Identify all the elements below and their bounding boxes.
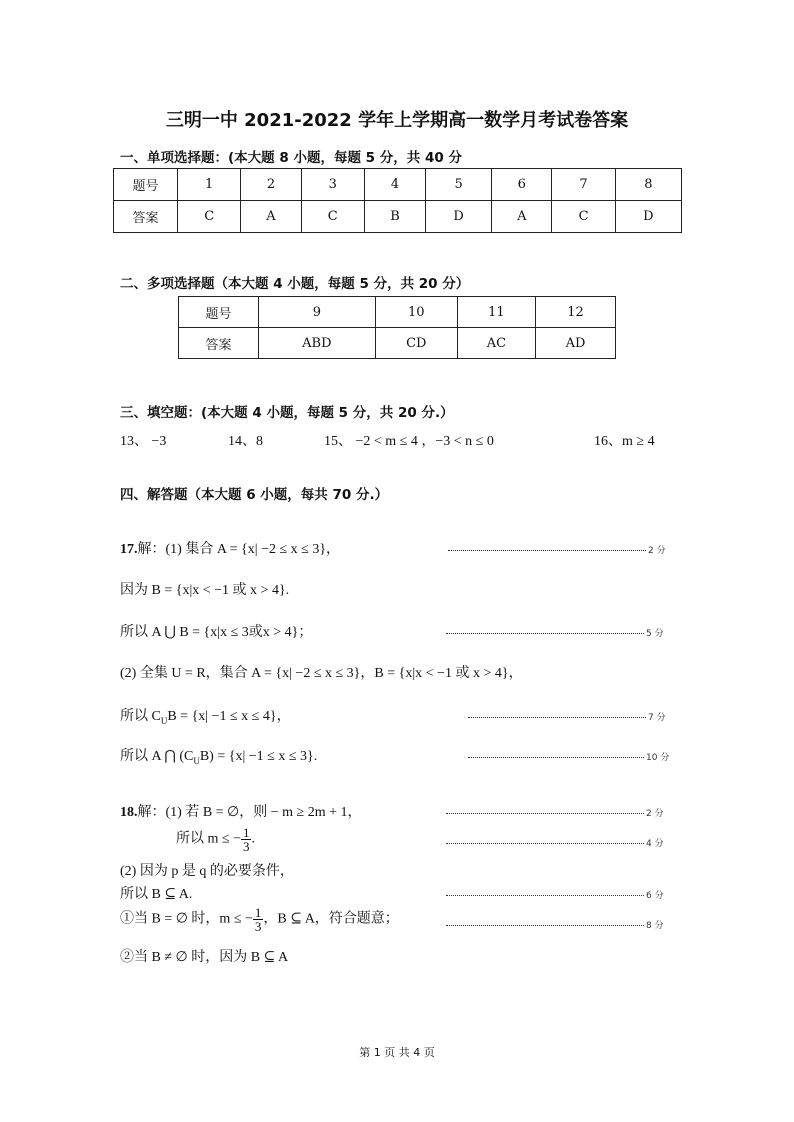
q17-line-1 bbox=[120, 538, 340, 558]
dot-leader bbox=[446, 813, 644, 814]
q18-line-5 bbox=[120, 906, 399, 933]
q17-text-6: 所以 A ⋂ (C bbox=[120, 749, 194, 764]
fill-answer-13: 13、 −3 bbox=[120, 434, 167, 449]
cell-answer: C bbox=[552, 201, 615, 233]
score-mark: 6 分 bbox=[646, 891, 664, 901]
cell-number: 9 bbox=[259, 297, 376, 328]
row-label-number: 题号 bbox=[114, 169, 178, 201]
q17-text-5: 所以 C bbox=[120, 709, 161, 724]
cell-number: 5 bbox=[426, 169, 492, 201]
dot-leader bbox=[468, 757, 644, 758]
cell-answer: C bbox=[178, 201, 241, 233]
cell-answer: B bbox=[364, 201, 425, 233]
score-mark: 8 分 bbox=[646, 921, 664, 931]
q17-line-6 bbox=[120, 745, 317, 766]
q18-line-4: 所以 B ⊆ A. bbox=[120, 887, 193, 902]
section4-heading: 四、解答题（本大题 6 小题，每共 70 分.） bbox=[120, 487, 389, 503]
cell-answer: A bbox=[492, 201, 552, 233]
cell-answer: AC bbox=[457, 328, 535, 359]
score-mark: 5 分 bbox=[646, 629, 664, 639]
cell-answer: A bbox=[241, 201, 301, 233]
complement-subscript: U bbox=[160, 715, 168, 726]
cell-number: 10 bbox=[375, 297, 457, 328]
dot-leader bbox=[468, 717, 646, 718]
q18-line-1 bbox=[120, 801, 362, 821]
cell-answer: AD bbox=[536, 328, 616, 359]
dot-leader bbox=[448, 550, 646, 551]
fraction-one-third bbox=[253, 906, 264, 933]
q18-line-3: (2) 因为 p 是 q 的必要条件， bbox=[120, 864, 294, 879]
q18-text-5-rest: ，B ⊆ A，符合题意； bbox=[263, 911, 399, 927]
cell-number: 1 bbox=[178, 169, 241, 201]
q17-line-4: (2) 全集 U = R，集合 A = {x| −2 ≤ x ≤ 3}，B = {x|x < −1 或 x > 4}， bbox=[120, 666, 523, 681]
section2-heading: 二、多项选择题（本大题 4 小题，每题 5 分，共 20 分） bbox=[120, 276, 470, 292]
cell-number: 7 bbox=[552, 169, 615, 201]
q18-text-1: 解：(1) 若 B = ∅，则 − m ≥ 2m + 1， bbox=[137, 805, 362, 820]
cell-number: 12 bbox=[536, 297, 616, 328]
score-mark: 7 分 bbox=[648, 713, 666, 723]
cell-answer: C bbox=[301, 201, 364, 233]
cell-number: 3 bbox=[301, 169, 364, 201]
document-title: 三明一中 2021-2022 学年上学期高一数学月考试卷答案 bbox=[165, 110, 629, 131]
cell-number: 4 bbox=[364, 169, 425, 201]
q18-text-2-end: . bbox=[251, 831, 255, 847]
cell-answer: ABD bbox=[259, 328, 376, 359]
score-mark: 4 分 bbox=[646, 839, 664, 849]
fill-answer-16: 16、m ≥ 4 bbox=[594, 434, 655, 449]
q18-text-2: 所以 m ≤ − bbox=[176, 831, 241, 847]
q18-label: 18. bbox=[120, 805, 138, 820]
fill-answer-14: 14、8 bbox=[228, 434, 263, 449]
fraction-denominator: 3 bbox=[242, 839, 250, 854]
fraction-denominator: 3 bbox=[254, 919, 262, 934]
fraction-numerator: 1 bbox=[242, 825, 250, 840]
single-choice-table bbox=[113, 168, 682, 233]
dot-leader bbox=[446, 925, 644, 926]
cell-answer: CD bbox=[375, 328, 457, 359]
q18-line-2 bbox=[176, 826, 255, 853]
q17-line-3: 所以 A ⋃ B = {x|x ≤ 3或x > 4}； bbox=[120, 625, 313, 640]
q17-line-2: 因为 B = {x|x < −1 或 x > 4}. bbox=[120, 583, 290, 598]
cell-number: 2 bbox=[241, 169, 301, 201]
dot-leader bbox=[446, 895, 644, 896]
row-label-answer: 答案 bbox=[114, 201, 178, 233]
q17-label: 17. bbox=[120, 542, 138, 557]
q18-text-5: ①当 B = ∅ 时，m ≤ − bbox=[120, 911, 253, 927]
cell-number: 6 bbox=[492, 169, 552, 201]
q17-text-1: 解：(1) 集合 A = {x| −2 ≤ x ≤ 3}， bbox=[137, 542, 341, 557]
section1-heading: 一、单项选择题：(本大题 8 小题，每题 5 分，共 40 分 bbox=[120, 150, 462, 166]
fraction-one-third bbox=[241, 826, 252, 853]
score-mark: 2 分 bbox=[646, 809, 664, 819]
multi-choice-table bbox=[178, 296, 616, 359]
q17-line-5 bbox=[120, 705, 291, 726]
row-label-answer: 答案 bbox=[179, 328, 259, 359]
page-footer: 第 1 页 共 4 页 bbox=[359, 1046, 435, 1059]
q17-text-5-rest: B = {x| −1 ≤ x ≤ 4}， bbox=[167, 709, 291, 724]
dot-leader bbox=[446, 843, 644, 844]
score-mark: 2 分 bbox=[648, 546, 666, 556]
cell-answer: D bbox=[426, 201, 492, 233]
row-label-number: 题号 bbox=[179, 297, 259, 328]
fill-answer-15: 15、 −2 < m ≤ 4 ，−3 < n ≤ 0 bbox=[324, 434, 494, 449]
cell-answer: D bbox=[615, 201, 681, 233]
cell-number: 8 bbox=[615, 169, 681, 201]
q17-text-6-rest: B) = {x| −1 ≤ x ≤ 3}. bbox=[199, 749, 318, 764]
score-mark: 10 分 bbox=[646, 753, 670, 763]
q18-line-6: ②当 B ≠ ∅ 时，因为 B ⊆ A bbox=[120, 950, 289, 965]
fraction-numerator: 1 bbox=[254, 905, 262, 920]
dot-leader bbox=[446, 633, 644, 634]
complement-subscript: U bbox=[193, 755, 200, 766]
cell-number: 11 bbox=[457, 297, 535, 328]
section3-heading: 三、填空题：(本大题 4 小题，每题 5 分，共 20 分.） bbox=[120, 405, 454, 421]
